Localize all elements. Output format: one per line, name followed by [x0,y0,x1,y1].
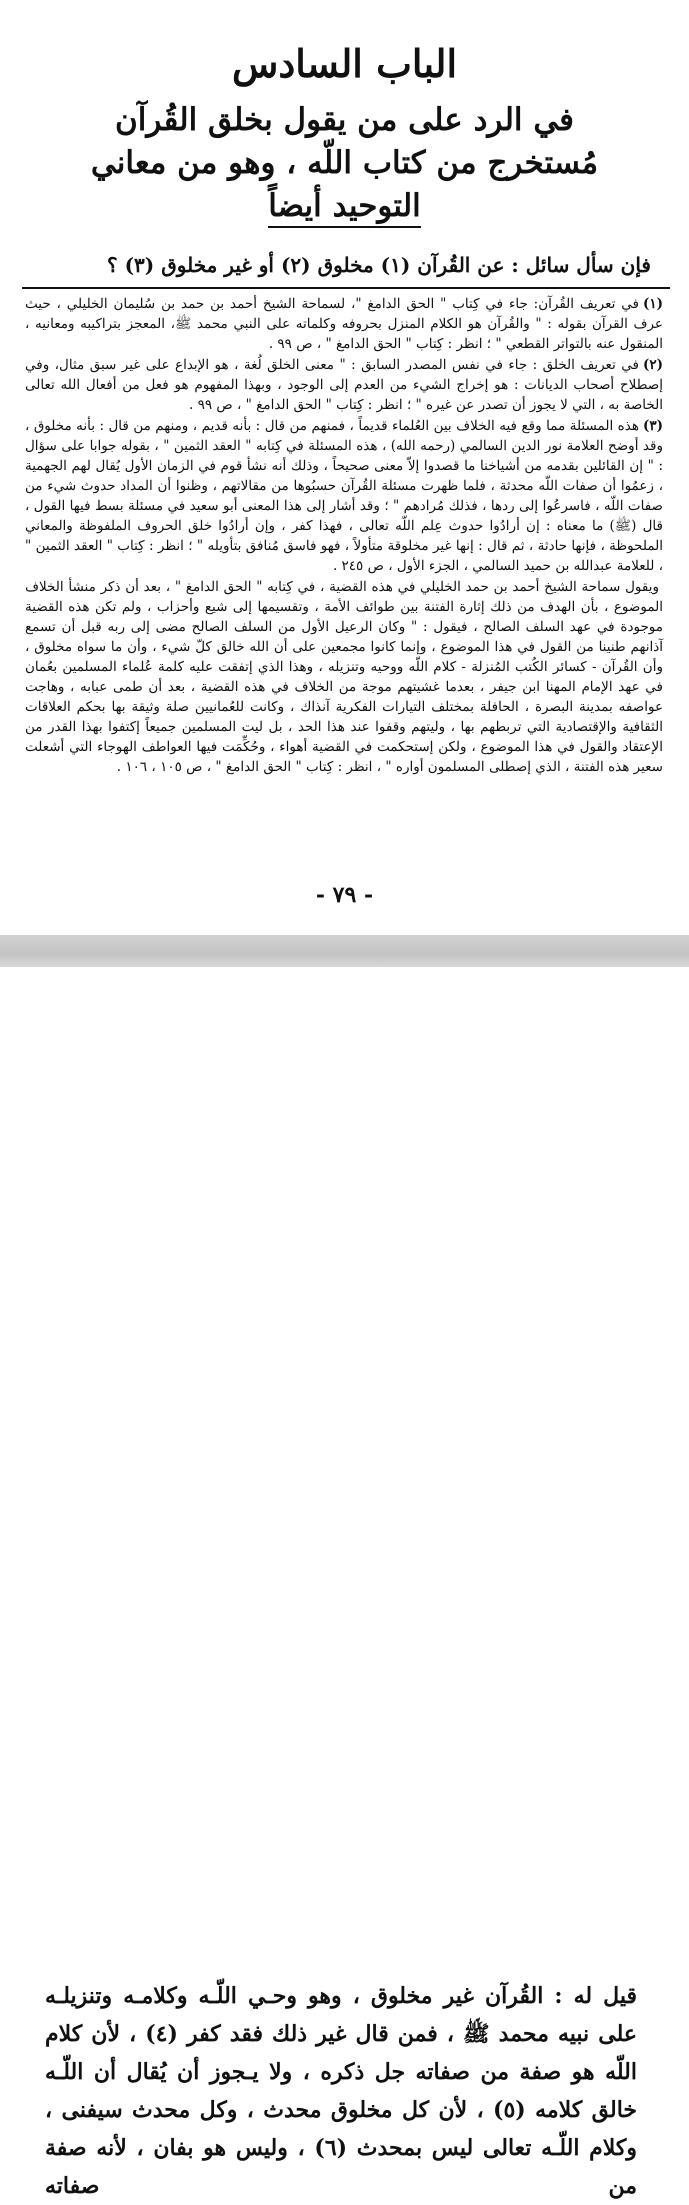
footnote-3-continued [25,577,663,777]
lower-page [0,967,689,2199]
footnote-1 [25,294,663,354]
chapter-title: الباب السادس [231,41,458,86]
body-paragraph: قيل له : القُرآن غير مخلوق ، وهو وحـي اللّـه وكلامـه وتنزيلـه على نبيه محمد ﷺ ، فمن قال غير ذلك فقد كفر (٤) ، لأن كلام اللّه هو صفة من صفاته جل ذكره ، ولا يـجوز أن يُقال أن اللّـه خالق كلامه (٥) ، لأن كل مخلوق محدث ، وكل محدث سيفنى ، وكلام اللّـه تعالى ليس بمحدث (٦) ، وليس هو بفان ، لأنه صفة من صفاته [45,1983,638,2199]
footnote-number: (٢) [642,357,663,373]
footnote-text: ويقول سماحة الشيخ أحمد بن حمد الخليلي في هذه القضية ، في كِتابه " الحق الدامغ " ، بعد أن ذكر منشأ الخلاف الموضوع ، بأن الهدف من ذلك إثارة الفتنة بين طوائف الأمة ، وتقسيمها إلى شيع وأحزاب ، ولم تكن هذه القضية موجودة في عهد السلف الصالح ، فيقول : " وكان الرعيل الأول من السلف الصالح مضى إلى ربه قبل أن تسمع آذانهم طنينا من القول في هذا الموضوع ، وإنما كانوا مجمعين على أن الله خالق كلّ شيء ، وأن ما سواه مخلوق ، وأن القُرآن - كسائر الكُتب المُنزلة - كلام اللّه ووحيه وتنزيله ، وهذا الذي إتفقت عليه كلمة عُلماء المسلمين بعُمان في عهد الإمام المهنا ابن جيفر ، بعدما غشيتهم موجة من الخلاف في هذه القضية ، بعد أن طمى عبابه ، وهاجت عواصفه بمدينة البصرة ، الحافلة بمختلف التيارات الفكرية آنذاك ، وكانت للعُمانيين صلة وثيقة بها بحكم العلاقات الثقافية والإقتصادية التي تربطهم بها ، وليتهم وقفوا عند هذا الحد ، بل ليت المسلمين جميعاً إكتفوا بهذا القدر من الإعتقاد والقول في هذا الموضوع ، ولكن إستحكمت في القضية أهواء ، وحُكِّمَت فيها العواطف الهوجاء التي أشعلت سعير هذه الفتنة ، الذي إصطلى المسلمون أواره " ، انظر : كِتاب " الحق الدامغ " ، ص ١٠٥ ، ١٠٦ . [25,579,663,775]
subtitle-line-3 [0,186,689,226]
question-heading: فإن سأل سائل : عن القُرآن (١) مخلوق (٢) أو غير مخلوق (٣) ؟ [107,253,651,277]
footnote-text: في تعريف القُرآن: جاء في كِتاب " الحق الدامغ "، لسماحة الشيخ أحمد بن حمد بن سُليمان الخليلي ، حيث عرف القرآن بقوله : " والقُرآن هو الكلام المنزل بحروفه وكلماته على النبي محمد ﷺ، المعجز بتراكيبه ومعانيه ، المنقول عنه بالتواتر القطعي " ؛ انظر : كِتاب " الحق الدامغ " ، ص ٩٩ . [25,296,663,352]
page-number: - ٧٩ - [315,882,374,908]
footnotes-block [25,294,663,868]
upper-page [0,0,689,935]
page-separator [0,935,689,967]
footnote-text: هذه المسئلة مما وقع فيه الخلاف بين العُلماء قديماً ، فمنهم من قال : بأنه قديم ، ومنهم من قال : بأنه مخلوق ، وقد أوضح العلامة نور الدين السالمي (رحمه الله) ، هذه المسئلة في كِتابه " العقد الثمين " ، بقوله جوابا على سؤال : " إن القائلين بقدمه من أشياخنا ما قصدوا إلاّ معنى صحيحاً ، وذلك أنه نشأ قوم في الزمان الأول يُقال لهم الجهمية ، زعمُوا أن صفات اللّه محدثة ، فلما ظهرت مسئلة القُرآن حسبُوها من مقالاتهم ، وظنوا أن المداد حدوث شيء من صفات اللّه ، فاسرعُوا إلى ردها ، فذلك مُرادهم " ؛ وقد أشار إلى هذا المعنى أبو سعيد في مسئلة بسط فيها القول ، قال (ﷺ) ما معناه : إن أرادُوا حدوث عِلم اللّه تعالى ، فهذا كفر ، وإن أرادُوا خلق الحروف الملفوظة والمعاني الملحوظة ، فإنها حادثة ، ثم قال : إنها غير مخلوقة متأولاً ، فهو فاسق مُنافق بتأويله " ؛ انظر : كِتاب " العقد الثمين " ، للعلامة عبدالله بن حميد السالمي ، الجزء الأول ، ص ٢٤٥ . [25,418,663,574]
footnote-number: (١) [642,296,663,312]
subtitle-line-3-text: التوحيد أيضاً [268,188,421,228]
subtitle-line-1: في الرد على من يقول بخلق القُرآن [114,102,574,138]
footnote-3 [25,416,663,576]
subtitle-line-2: مُستخرج من كتاب اللّه ، وهو من معاني [90,145,599,181]
footnote-number: (٣) [642,418,663,434]
footnote-2 [25,355,663,415]
footnote-text: في تعريف الخلق : جاء في نفس المصدر السابق : " معنى الخلق لُغة ، هو الإبداع على غير سبق مثال، وفي إصطلاح أصحاب الديانات : هو إخراج الشيء من العدم إلى الوجود ، وبهذا المفهوم هو فعل من أفعال الله تعالى الخاصة به ، التي لا يجوز أن تصدر عن غيره " ؛ انظر : كِتاب " الحق الدامغ " ، ص ٩٩ . [25,357,663,413]
footnote-divider [22,287,670,289]
